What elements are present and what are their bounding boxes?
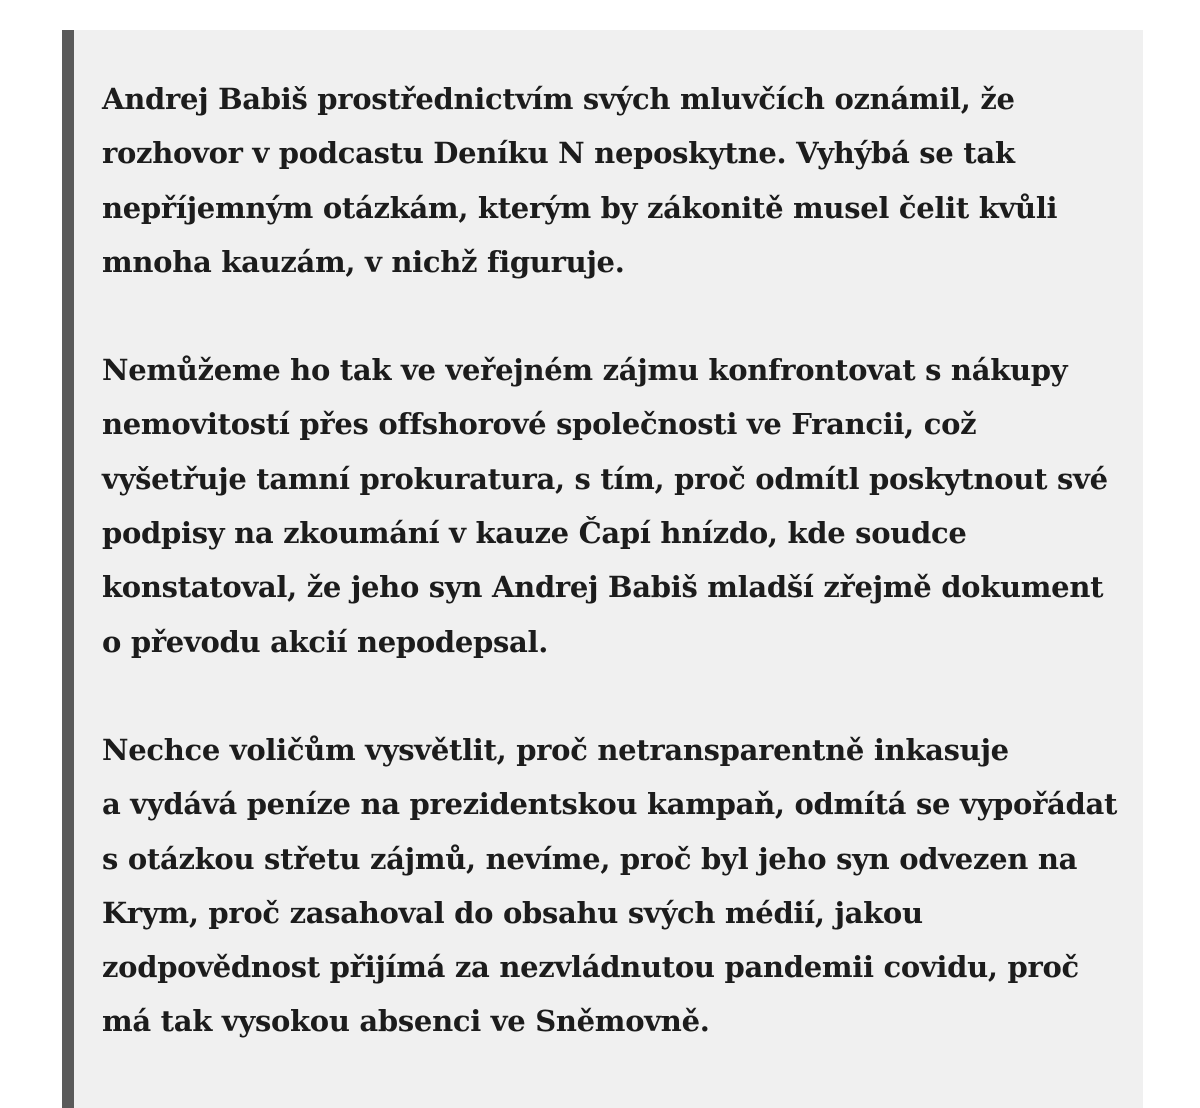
text-line: o převodu akcií nepodepsal.: [102, 624, 549, 659]
quote-bar: [62, 30, 74, 1108]
text-line: má tak vysokou absenci ve Sněmovně.: [102, 1004, 710, 1039]
text-line: Andrej Babiš prostřednictvím svých mluvčích oznámil, že: [102, 82, 1015, 116]
text-line: podpisy na zkoumání v kauze Čapí hnízdo, kde soudce: [102, 516, 967, 551]
paragraph-1: [102, 72, 1112, 289]
paragraph-2: [102, 343, 1112, 669]
text-line: s otázkou střetu zájmů, nevíme, proč byl jeho syn odvezen na: [102, 841, 1078, 876]
text-line: Nemůžeme ho tak ve veřejném zájmu konfrontovat s nákupy: [102, 353, 1068, 388]
text-line: a vydává peníze na prezidentskou kampaň, odmítá se vypořádat: [102, 787, 1118, 822]
text-line: rozhovor v podcastu Deníku N neposkytne. Vyhýbá se tak: [102, 136, 1015, 171]
text-line: nepříjemným otázkám, kterým by zákonitě musel čelit kvůli: [102, 190, 1058, 225]
blockquote: [62, 30, 1143, 1108]
text-line: zodpovědnost přijímá za nezvládnutou pandemii covidu, proč: [102, 950, 1079, 985]
text-line: nemovitostí přes offshorové společnosti ve Francii, což: [102, 407, 977, 442]
text-line: Nechce voličům vysvětlit, proč netransparentně inkasuje: [102, 732, 1009, 767]
text-line: konstatoval, že jeho syn Andrej Babiš mladší zřejmě dokument: [102, 570, 1104, 605]
text-line: vyšetřuje tamní prokuratura, s tím, proč odmítl poskytnout své: [102, 461, 1108, 496]
text-line: Krym, proč zasahoval do obsahu svých médií, jakou: [102, 895, 923, 930]
paragraph-3: [102, 723, 1118, 1049]
text-line: mnoha kauzám, v nichž figuruje.: [102, 244, 625, 279]
quote-text: [102, 72, 1118, 1103]
